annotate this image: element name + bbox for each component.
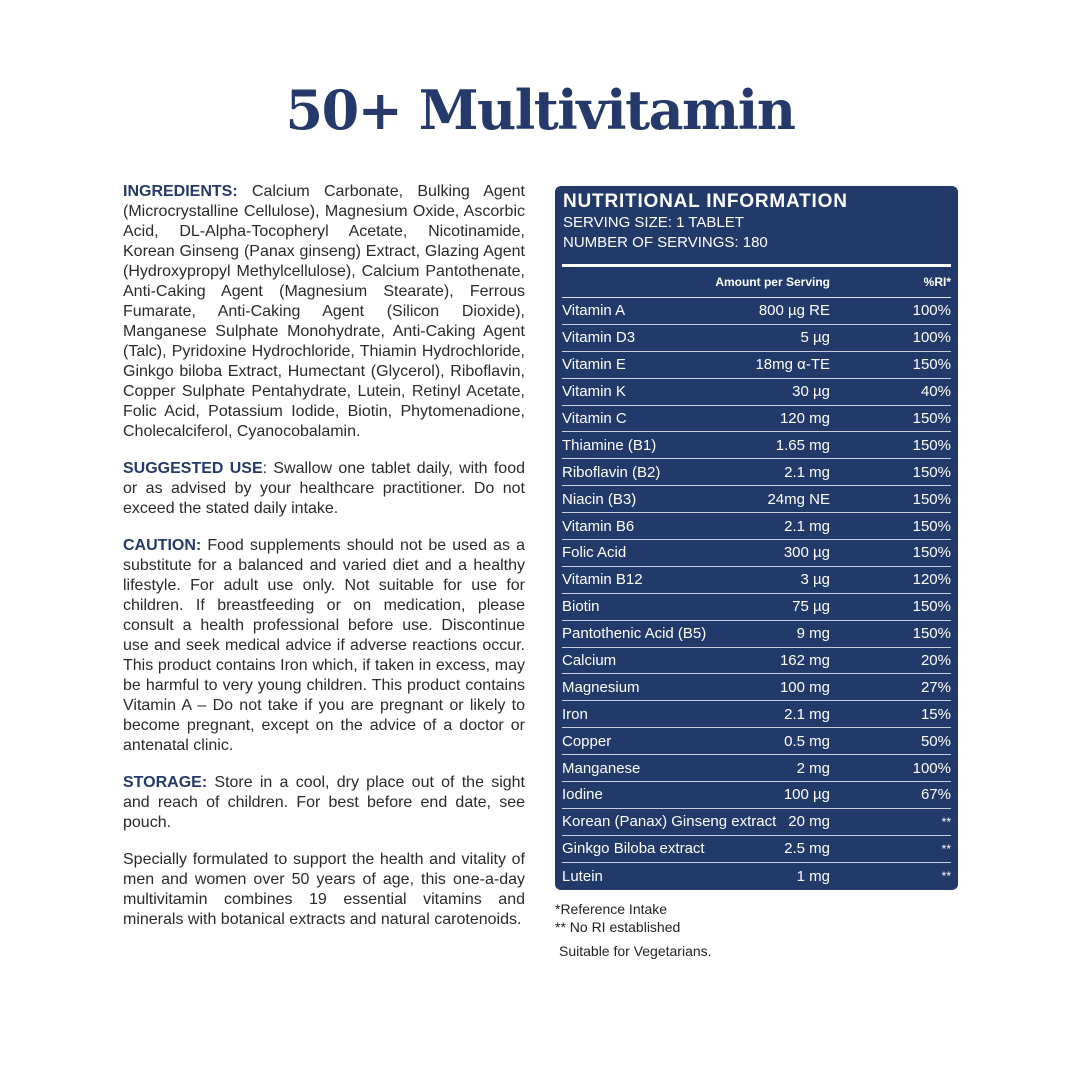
nutrient-ri: 150% (912, 490, 951, 508)
row-name-amount (562, 410, 830, 427)
nutrient-amount: 2.1 mg (784, 517, 830, 535)
row-name-amount (562, 464, 830, 481)
nutrient-amount: 1 mg (796, 867, 830, 885)
column-header-ri: %RI* (923, 275, 951, 289)
ingredients-section (123, 182, 525, 442)
row-name-amount (562, 518, 830, 535)
nutrient-name: Vitamin C (562, 410, 627, 427)
nutrient-amount: 20 mg (788, 813, 830, 831)
table-row (562, 863, 951, 890)
caution-section (123, 536, 525, 756)
table-row (562, 540, 951, 567)
nutrition-table (562, 298, 951, 890)
table-row (562, 513, 951, 540)
storage-section (123, 773, 525, 833)
row-name-amount (562, 302, 830, 319)
table-row (562, 594, 951, 621)
nutrition-panel (555, 186, 958, 890)
nutrient-amount: 18mg α-TE (755, 356, 830, 374)
table-row (562, 809, 951, 836)
nutrient-amount: 800 µg RE (758, 302, 830, 320)
nutrient-amount: 2.1 mg (784, 463, 830, 481)
nutrient-name: Vitamin D3 (562, 329, 636, 347)
nutrient-ri: 40% (920, 383, 951, 401)
nutrient-amount: 2.1 mg (784, 705, 830, 723)
row-name-amount (562, 625, 830, 642)
nutrient-name: Thiamine (B1) (562, 436, 657, 454)
nutrient-ri: 150% (912, 517, 951, 535)
nutrient-amount: 9 mg (796, 625, 830, 643)
row-name-amount (562, 733, 830, 750)
nutrient-amount: 5 µg (800, 329, 830, 347)
nutrient-name: Iodine (562, 786, 603, 804)
table-row (562, 674, 951, 701)
nutrient-ri: 120% (912, 571, 951, 589)
caution-label: CAUTION: (123, 537, 202, 554)
nutrient-ri: 100% (912, 759, 951, 777)
nutrition-column-headers (562, 267, 951, 298)
nutrient-ri: 100% (912, 329, 951, 347)
table-row (562, 298, 951, 325)
nutrient-name: Iron (562, 705, 588, 723)
nutrient-name: Vitamin E (562, 356, 626, 374)
row-name-amount (562, 868, 830, 885)
nutrient-ri: ** (941, 869, 951, 884)
nutrient-amount: 2.5 mg (784, 840, 830, 858)
nutrient-ri: 20% (920, 652, 951, 670)
nutrient-amount: 100 mg (779, 678, 830, 696)
table-row (562, 486, 951, 513)
nutrient-name: Vitamin B12 (562, 571, 643, 589)
nutrient-amount: 120 mg (779, 410, 830, 427)
row-name-amount (562, 329, 830, 346)
table-row (562, 567, 951, 594)
nutrient-ri: ** (941, 841, 951, 856)
table-row (562, 648, 951, 675)
nutrient-name: Magnesium (562, 678, 640, 696)
nutrient-name: Vitamin K (562, 383, 626, 401)
page-title: 50+ Multivitamin (285, 78, 795, 142)
table-row (562, 701, 951, 728)
nutrient-name: Lutein (562, 867, 603, 885)
nutrient-name: Ginkgo Biloba extract (562, 840, 705, 858)
nutrient-name: Vitamin A (562, 302, 626, 320)
vegetarian-note: Suitable for Vegetarians. (559, 943, 712, 959)
nutrient-ri: 27% (920, 678, 951, 696)
row-name-amount (562, 760, 830, 777)
row-name-amount (562, 706, 830, 723)
nutrient-amount: 24mg NE (767, 490, 830, 508)
nutrient-ri: 50% (920, 732, 951, 750)
nutrient-amount: 0.5 mg (784, 732, 830, 750)
suggested-use-section (123, 459, 525, 519)
nutrient-name: Korean (Panax) Ginseng extract (562, 813, 777, 831)
nutrition-header (555, 186, 958, 253)
nutrient-amount: 300 µg (783, 544, 830, 562)
nutrient-ri: 67% (920, 786, 951, 804)
footnote-no-ri: ** No RI established (555, 919, 681, 935)
nutrient-ri: 15% (920, 705, 951, 723)
nutrient-name: Copper (562, 732, 612, 750)
row-name-amount (562, 383, 830, 400)
table-row (562, 432, 951, 459)
table-row (562, 379, 951, 406)
nutrient-ri: 100% (912, 302, 951, 320)
nutrient-amount: 100 µg (783, 786, 830, 804)
nutrient-name: Pantothenic Acid (B5) (562, 625, 707, 643)
row-name-amount (562, 679, 830, 696)
table-row (562, 352, 951, 379)
nutrient-name: Vitamin B6 (562, 517, 635, 535)
product-details (123, 182, 525, 947)
nutrient-ri: 150% (912, 463, 951, 481)
nutrient-ri: ** (941, 814, 951, 829)
row-name-amount (562, 652, 830, 669)
row-name-amount (562, 491, 830, 508)
ingredients-label: INGREDIENTS: (123, 183, 238, 200)
table-row (562, 406, 951, 433)
nutrition-title: NUTRITIONAL INFORMATION (563, 191, 848, 212)
nutrient-amount: 3 µg (800, 571, 830, 589)
nutrient-ri: 150% (912, 544, 951, 562)
nutrient-name: Calcium (562, 652, 617, 670)
table-row (562, 325, 951, 352)
suggested-use-text: : Swallow one tablet daily, with food or as advised by your healthcare practitioner. Do not exceed the stated daily intake. (123, 460, 525, 517)
storage-text: Store in a cool, dry place out of the sight and reach of children. For best before end date, see pouch. (123, 774, 525, 831)
row-name-amount (562, 813, 830, 830)
row-name-amount (562, 437, 830, 454)
serving-size: SERVING SIZE: 1 TABLET (563, 214, 744, 231)
caution-text: Food supplements should not be used as a substitute for a balanced and varied diet and a healthy lifestyle. For adult use only. Not suitable for use for children. If breastfeeding or on medication, please consult a health professional before use. Discontinue use and seek medical advice if adverse reactions occur. This product contains Iron which, if taken in excess, may be harmful to very young children. This product contains Vitamin A – Do not take if you are pregnant or likely to become pregnant, except on the advice of a doctor or antenatal clinic. (123, 537, 525, 754)
nutrient-amount: 75 µg (792, 598, 830, 616)
row-name-amount (562, 840, 830, 857)
suggested-use-label: SUGGESTED USE (123, 460, 263, 477)
row-name-amount (562, 571, 830, 588)
nutrient-ri: 150% (912, 436, 951, 454)
table-row (562, 728, 951, 755)
row-name-amount (562, 544, 830, 561)
nutrient-ri: 150% (912, 356, 951, 374)
table-row (562, 836, 951, 863)
nutrient-ri: 150% (912, 598, 951, 616)
ingredients-text: Calcium Carbonate, Bulking Agent (Microcrystalline Cellulose), Magnesium Oxide, Ascorbic Acid, DL-Alpha-Tocopheryl Acetate, Nicotinamide, Korean Ginseng (Panax ginseng) Extract, Glazing Agent (Hydroxypropyl Methylcellulose), Calcium Pantothenate, Anti-Caking Agent (Magnesium Stearate), Ferrous Fumarate, Anti-Caking Agent (Silicon Dioxide), Manganese Sulphate Monohydrate, Anti-Caking Agent (Talc), Pyridoxine Hydrochloride, Thiamin Hydrochloride, Ginkgo biloba Extract, Humectant (Glycerol), Riboflavin, Copper Sulphate Pentahydrate, Lutein, Retinyl Acetate, Folic Acid, Potassium Iodide, Biotin, Phytomenadione, Cholecalciferol, Cyanocobalamin. (123, 183, 525, 440)
column-header-amount: Amount per Serving (715, 275, 830, 289)
footnotes (555, 900, 955, 960)
nutrient-name: Niacin (B3) (562, 490, 637, 508)
number-of-servings: NUMBER OF SERVINGS: 180 (563, 234, 768, 251)
nutrient-name: Biotin (562, 598, 600, 616)
table-row (562, 621, 951, 648)
nutrient-ri: 150% (912, 410, 951, 427)
nutrient-amount: 30 µg (792, 383, 830, 401)
storage-label: STORAGE: (123, 774, 208, 791)
product-description: Specially formulated to support the health and vitality of men and women over 50 years of age, this one-a-day multivitamin combines 19 essential vitamins and minerals with botanical extracts and natural carotenoids. (123, 851, 525, 928)
table-row (562, 755, 951, 782)
row-name-amount (562, 786, 830, 803)
nutrient-amount: 2 mg (796, 759, 830, 777)
nutrient-name: Folic Acid (562, 544, 627, 562)
nutrient-amount: 162 mg (779, 652, 830, 670)
row-name-amount (562, 598, 830, 615)
table-row (562, 459, 951, 486)
footnote-reference-intake: *Reference Intake (555, 901, 668, 917)
nutrient-amount: 1.65 mg (775, 436, 830, 454)
row-name-amount (562, 356, 830, 373)
nutrient-ri: 150% (912, 625, 951, 643)
table-row (562, 782, 951, 809)
nutrient-name: Riboflavin (B2) (562, 463, 661, 481)
nutrient-name: Manganese (562, 759, 641, 777)
